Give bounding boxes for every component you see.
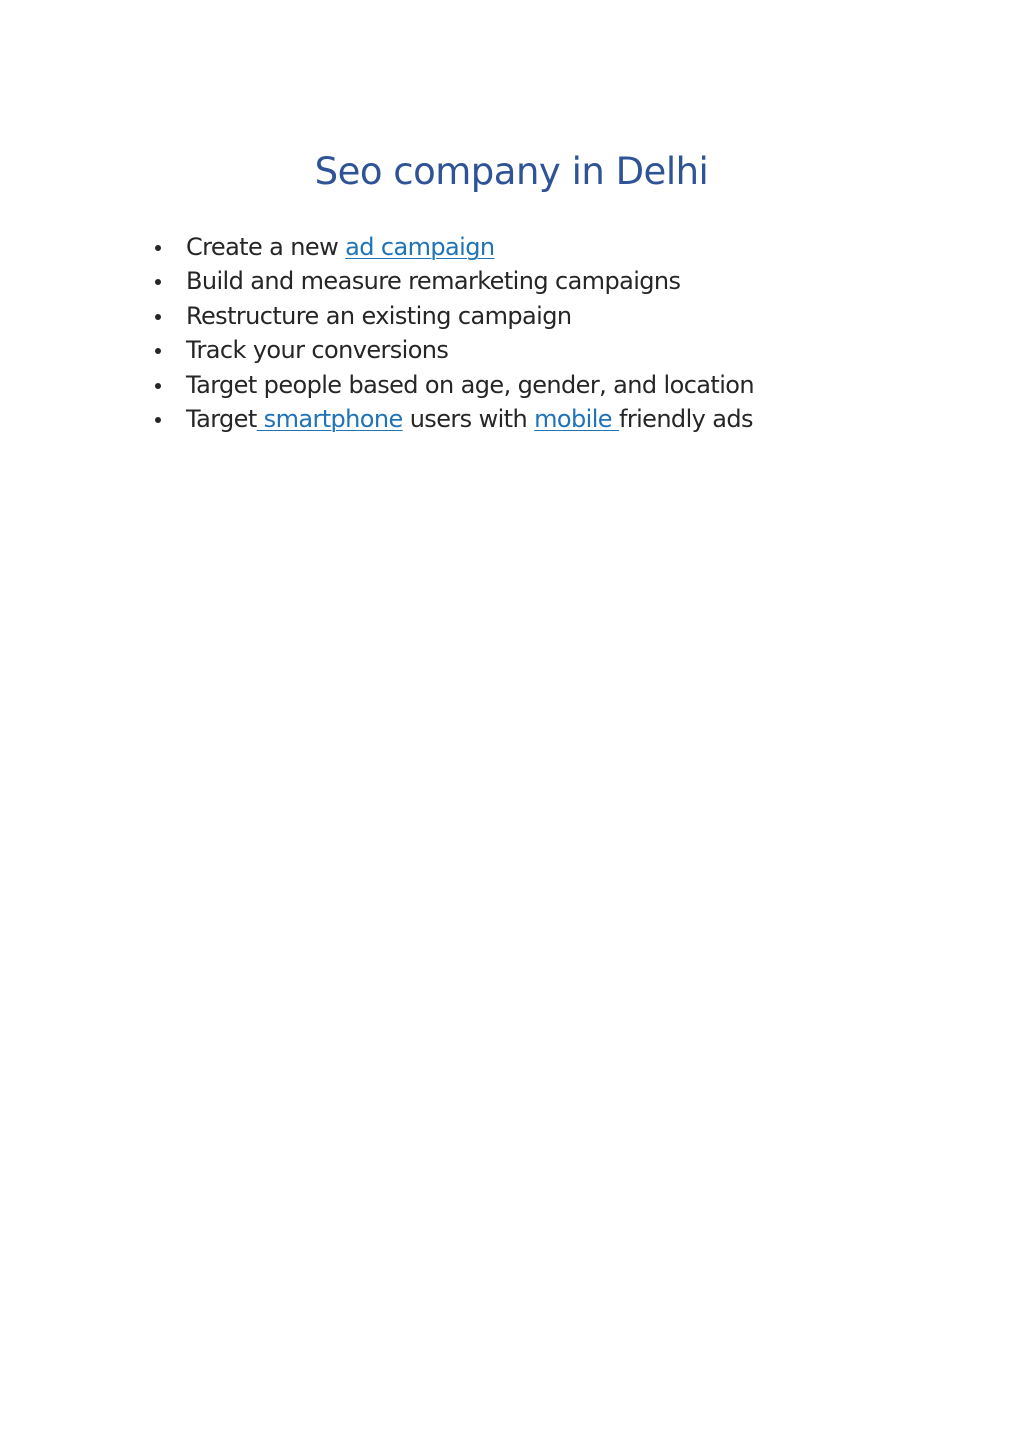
ad-campaign-link[interactable]: ad campaign	[345, 233, 495, 261]
list-item-text: Target people based on age, gender, and location	[186, 370, 754, 399]
list-item-text-segment: friendly ads	[618, 404, 753, 433]
bullet-icon	[155, 279, 161, 285]
list-item-text-segment: Target	[186, 404, 257, 433]
list-item-text: Track your conversions	[186, 336, 449, 365]
bullet-icon	[155, 314, 161, 320]
bullet-icon	[155, 383, 161, 389]
bullet-icon	[155, 245, 161, 251]
list-item-text-segment: Create a new	[186, 233, 346, 261]
bullet-icon	[155, 417, 161, 423]
list-item-text: Build and measure remarketing campaigns	[186, 267, 681, 296]
list-item-text: Restructure an existing campaign	[186, 301, 572, 330]
list-item-text	[186, 402, 753, 436]
list-item-text-segment: users with	[402, 404, 535, 433]
list-item-text	[186, 230, 494, 264]
mobile-link[interactable]: mobile	[534, 404, 619, 433]
bullet-icon	[155, 348, 161, 354]
page-title: Seo company in Delhi	[314, 150, 709, 193]
smartphone-link[interactable]: smartphone	[256, 404, 403, 433]
